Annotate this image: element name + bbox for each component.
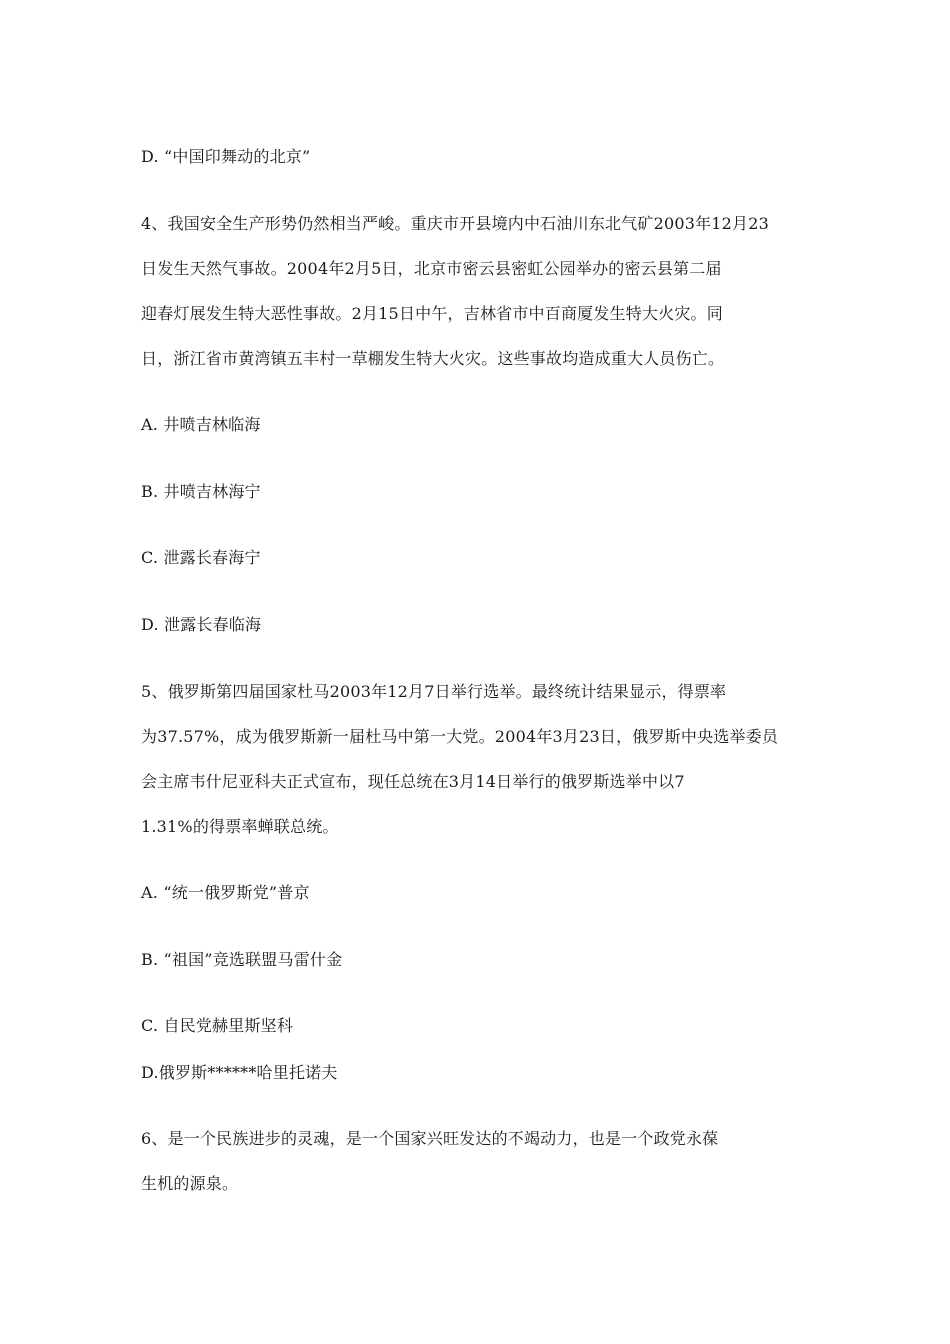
- q5-text-line-1: 5、俄罗斯第四届国家杜马2003年12月7日举行选举。最终统计结果显示，得票率: [141, 682, 727, 701]
- q5-option-d: D.俄罗斯******哈里托诺夫: [141, 1063, 338, 1082]
- q4-option-d: D. 泄露长春临海: [141, 615, 262, 634]
- q5-option-c: C. 自民党赫里斯坚科: [141, 1016, 294, 1035]
- q4-option-a: A. 井喷吉林临海: [141, 415, 261, 434]
- q4-text-line-2: 日发生天然气事故。2004年2月5日，北京市密云县密虹公园举办的密云县第二届: [141, 259, 722, 278]
- q5-option-b: B. “祖国”竞选联盟马雷什金: [141, 950, 343, 969]
- q4-text-line-4: 日，浙江省市黄湾镇五丰村一草棚发生特大火灾。这些事故均造成重大人员伤亡。: [141, 349, 725, 368]
- q4-text-line-3: 迎春灯展发生特大恶性事故。2月15日中午，吉林省市中百商厦发生特大火灾。同: [141, 304, 723, 323]
- q5-option-a: A. “统一俄罗斯党”普京: [141, 883, 310, 902]
- q6-text-line-2: 生机的源泉。: [141, 1174, 239, 1193]
- q3-option-d: D. “中国印舞动的北京”: [141, 147, 311, 166]
- q4-option-c: C. 泄露长春海宁: [141, 548, 261, 567]
- q5-text-line-3: 会主席韦什尼亚科夫正式宣布，现任总统在3月14日举行的俄罗斯选举中以7: [141, 772, 685, 791]
- q6-text-line-1: 6、是一个民族进步的灵魂，是一个国家兴旺发达的不竭动力，也是一个政党永葆: [141, 1129, 719, 1148]
- q4-option-b: B. 井喷吉林海宁: [141, 482, 261, 501]
- q5-text-line-4: 1.31%的得票率蝉联总统。: [141, 817, 339, 836]
- q5-text-line-2: 为37.57%，成为俄罗斯新一届杜马中第一大党。2004年3月23日，俄罗斯中央选举委员: [141, 727, 779, 746]
- q4-text-line-1: 4、我国安全生产形势仍然相当严峻。重庆市开县境内中石油川东北气矿2003年12月23: [141, 214, 770, 233]
